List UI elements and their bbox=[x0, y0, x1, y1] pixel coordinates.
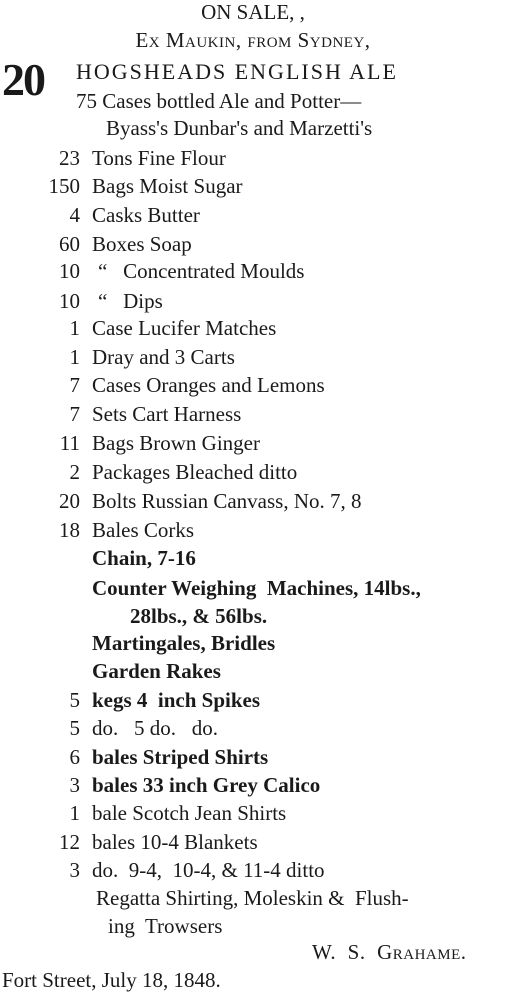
item-desc: “ Concentrated Moulds bbox=[98, 259, 305, 283]
lead-line-1: HOGSHEADS ENGLISH ALE bbox=[76, 59, 398, 84]
item-qty: 1 bbox=[69, 316, 80, 340]
item-qty: 3 bbox=[69, 858, 80, 882]
item-qty: 12 bbox=[59, 830, 80, 854]
item-qty: 5 bbox=[69, 688, 80, 712]
item-desc: Tons Fine Flour bbox=[92, 146, 226, 170]
item-desc: kegs 4 inch Spikes bbox=[92, 688, 261, 712]
item-qty: 7 bbox=[69, 373, 80, 397]
signature: W. S. Grahame. bbox=[312, 940, 467, 964]
item-qty: 60 bbox=[59, 232, 80, 256]
item-qty: 3 bbox=[69, 773, 80, 797]
item-desc: do. 5 do. do. bbox=[92, 716, 218, 740]
on-sale-heading: ON SALE, , bbox=[201, 0, 305, 24]
footer-dateline: Fort Street, July 18, 1848. bbox=[2, 968, 221, 992]
item-desc: “ Dips bbox=[98, 289, 163, 313]
item-desc: Casks Butter bbox=[92, 203, 200, 227]
extra-chain: Chain, 7-16 bbox=[92, 546, 196, 570]
item-desc: Case Lucifer Matches bbox=[92, 316, 277, 340]
item-desc: bales Striped Shirts bbox=[92, 745, 269, 769]
item-qty: 2 bbox=[69, 460, 80, 484]
item-desc: Sets Cart Harness bbox=[92, 402, 242, 426]
lead-line-2: 75 Cases bottled Ale and Potter— bbox=[76, 89, 362, 113]
item-desc: Dray and 3 Carts bbox=[92, 345, 235, 369]
item-qty: 6 bbox=[69, 745, 80, 769]
item-qty: 10 bbox=[59, 259, 80, 283]
extra-weighing-sizes: 28lbs., & 56lbs. bbox=[130, 604, 268, 628]
item-desc: Cases Oranges and Lemons bbox=[92, 373, 325, 397]
item-qty: 1 bbox=[69, 801, 80, 825]
tail-line-2: ing Trowsers bbox=[108, 914, 223, 938]
item-desc: Packages Bleached ditto bbox=[92, 460, 298, 484]
item-qty: 10 bbox=[59, 289, 80, 313]
lead-quantity: 20 bbox=[2, 54, 44, 105]
lead-line-3: Byass's Dunbar's and Marzetti's bbox=[106, 116, 373, 140]
item-qty: 5 bbox=[69, 716, 80, 740]
item-desc: bales 10-4 Blankets bbox=[92, 830, 258, 854]
item-qty: 150 bbox=[48, 174, 80, 198]
item-qty: 20 bbox=[59, 489, 80, 513]
item-qty: 4 bbox=[69, 203, 80, 227]
item-desc: bale Scotch Jean Shirts bbox=[92, 801, 287, 825]
item-qty: 18 bbox=[59, 518, 80, 542]
item-qty: 7 bbox=[69, 402, 80, 426]
ship-line: Ex Maukin, from Sydney, bbox=[135, 28, 371, 52]
item-qty: 23 bbox=[59, 146, 80, 170]
item-desc: Boxes Soap bbox=[92, 232, 192, 256]
item-desc: do. 9-4, 10-4, & 11-4 ditto bbox=[92, 858, 325, 882]
extra-garden-rakes: Garden Rakes bbox=[92, 659, 221, 683]
extra-martingales: Martingales, Bridles bbox=[92, 631, 276, 655]
item-desc: bales 33 inch Grey Calico bbox=[92, 773, 321, 797]
item-desc: Bales Corks bbox=[92, 518, 195, 542]
item-desc: Bolts Russian Canvass, No. 7, 8 bbox=[92, 489, 362, 513]
item-qty: 11 bbox=[59, 431, 80, 455]
item-qty: 1 bbox=[69, 345, 80, 369]
item-desc: Bags Brown Ginger bbox=[92, 431, 260, 455]
extra-weighing-machines: Counter Weighing Machines, 14lbs., bbox=[92, 576, 421, 600]
tail-line-1: Regatta Shirting, Moleskin & Flush- bbox=[96, 886, 409, 910]
item-desc: Bags Moist Sugar bbox=[92, 174, 243, 198]
